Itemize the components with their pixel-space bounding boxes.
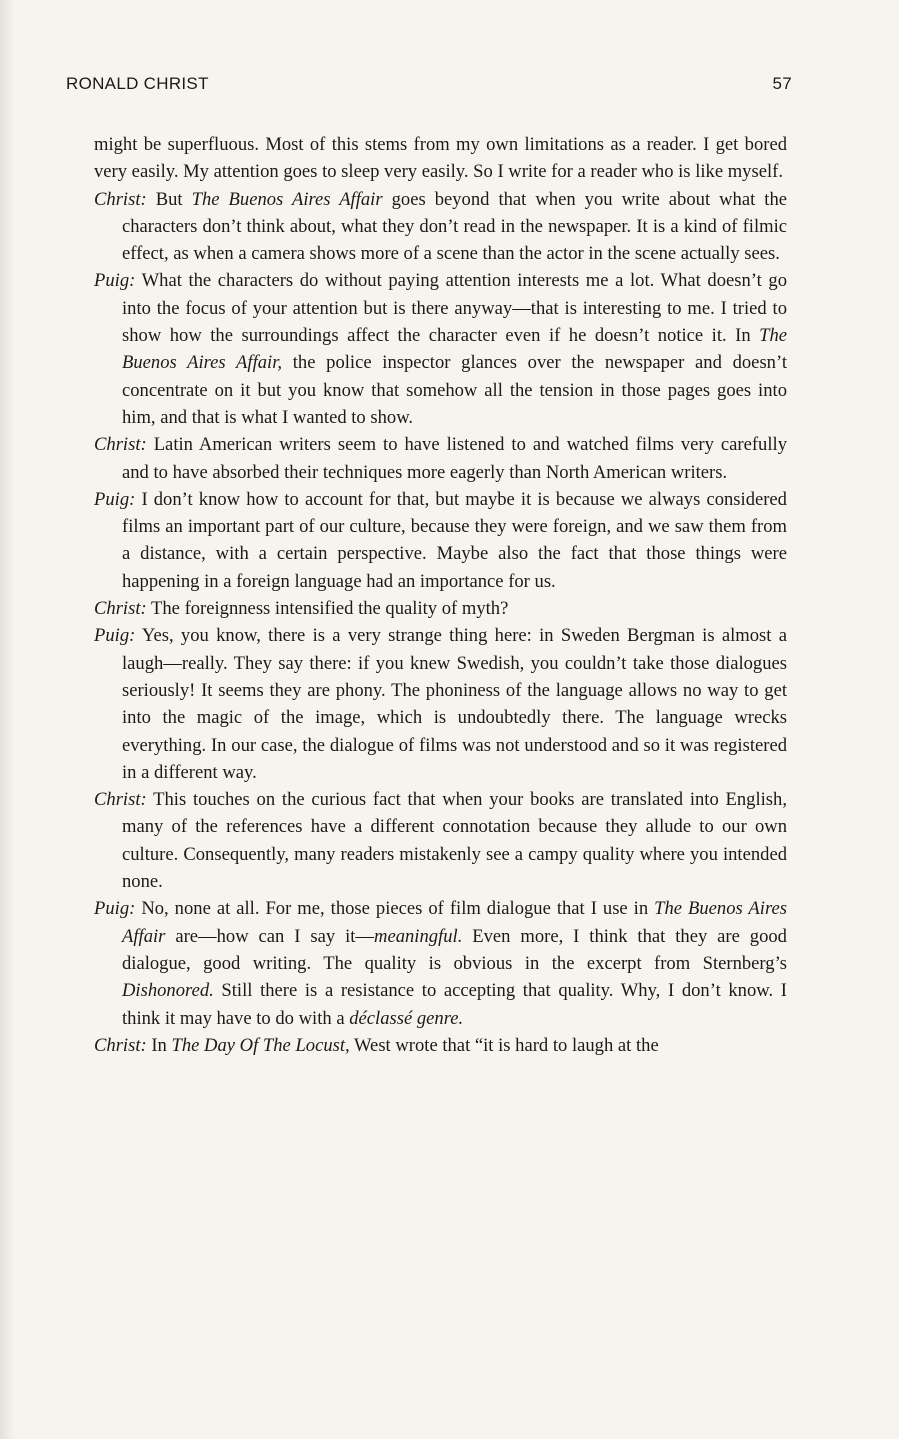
paragraph-text: This touches on the curious fact that when your books are translated into English, many of the references have a different connotation because they allude to our own culture. Consequently, many readers mistakenly see a campy quality where you intended none. bbox=[122, 789, 787, 893]
paragraph-text: Yes, you know, there is a very strange thing here: in Sweden Bergman is almost a laugh—really. They say there: if you knew Swedish, you couldn’t take those dialogues seriously! It seems they are phony. The phoniness of the language allows no way to get into the magic of the image, which is undoubtedly there. The language wrecks everything. In our case, the dialogue of films was not understood and so it was registered in a different way. bbox=[122, 625, 787, 783]
italic-text: The Buenos Aires Affair bbox=[122, 898, 787, 947]
paragraph-text: The foreignness intensified the quality of myth? bbox=[151, 598, 509, 620]
paragraph bbox=[94, 895, 787, 1031]
speaker-label: Puig: bbox=[94, 898, 136, 920]
paragraph bbox=[94, 486, 787, 595]
speaker-label: Puig: bbox=[94, 488, 136, 510]
italic-text: meaningful. bbox=[374, 925, 463, 947]
italic-text: The Day Of The Locust, bbox=[171, 1034, 350, 1056]
running-head-author: RONALD CHRIST bbox=[66, 74, 209, 93]
speaker-label: Puig: bbox=[94, 270, 136, 292]
paragraph bbox=[94, 267, 787, 431]
paragraph-text: Latin American writers seem to have listened to and watched films very carefully and to have absorbed their techniques more eagerly than North American writers. bbox=[122, 434, 787, 483]
paragraph-text: Even more, I think that they are good dialogue, good writing. The quality is obvious in the excerpt from Sternberg’s bbox=[122, 925, 787, 974]
paragraph bbox=[94, 431, 787, 486]
paragraph-text: Still there is a resistance to accepting that quality. Why, I don’t know. I think it may have to do with a bbox=[122, 980, 787, 1029]
italic-text: The Buenos Aires Affair bbox=[191, 188, 383, 210]
paragraph bbox=[94, 1032, 787, 1059]
paragraph-text: might be superfluous. Most of this stems from my own limitations as a reader. I get bored very easily. My attention goes to sleep very easily. So I write for a reader who is like myself. bbox=[94, 134, 787, 183]
paragraph bbox=[94, 786, 787, 895]
paragraph-text: No, none at all. For me, those pieces of film dialogue that I use in bbox=[141, 898, 655, 920]
interview-text bbox=[94, 131, 787, 1059]
speaker-label: Puig: bbox=[94, 625, 136, 647]
paragraph-text: I don’t know how to account for that, but maybe it is because we always considered films an important part of our culture, because they were foreign, and we saw them from a distance, with a certain perspective. Maybe also the fact that those things were happening in a foreign language had an importance for us. bbox=[122, 488, 787, 592]
gutter-shadow bbox=[0, 0, 14, 1439]
speaker-label: Christ: bbox=[94, 598, 147, 620]
speaker-label: Christ: bbox=[94, 789, 147, 811]
paragraph-text: In bbox=[151, 1034, 172, 1056]
paragraph-text: the police inspector glances over the newspaper and doesn’t concentrate on it but you know that somehow all the tension in those pages goes into him, and that is what I wanted to show. bbox=[122, 352, 787, 428]
speaker-label: Christ: bbox=[94, 188, 147, 210]
paragraph bbox=[94, 622, 787, 786]
italic-text: The Buenos Aires Affair, bbox=[122, 325, 787, 374]
paragraph bbox=[94, 131, 787, 186]
speaker-label: Christ: bbox=[94, 1034, 147, 1056]
speaker-label: Christ: bbox=[94, 434, 147, 456]
paragraph-text: goes beyond that when you write about what the characters don’t think about, what they don’t read in the newspaper. It is a kind of filmic effect, as when a camera shows more of a scene than the actor in the scene actually sees. bbox=[122, 188, 788, 265]
paragraph bbox=[94, 186, 787, 268]
running-head bbox=[66, 74, 792, 96]
paragraph-text: What the characters do without paying attention interests me a lot. What doesn’t go into the focus of your attention but is there anyway—that is interesting to me. I tried to show how the surroundings affect the character even if he doesn’t notice it. In bbox=[122, 270, 788, 347]
paragraph-text: West wrote that “it is hard to laugh at the bbox=[349, 1034, 659, 1056]
paragraph bbox=[94, 595, 787, 622]
italic-text: déclassé genre. bbox=[349, 1007, 464, 1029]
paragraph-text: But bbox=[155, 188, 192, 210]
italic-text: Dishonored. bbox=[122, 980, 214, 1002]
paragraph-text: are—how can I say it— bbox=[165, 925, 375, 947]
page-number: 57 bbox=[772, 74, 792, 93]
